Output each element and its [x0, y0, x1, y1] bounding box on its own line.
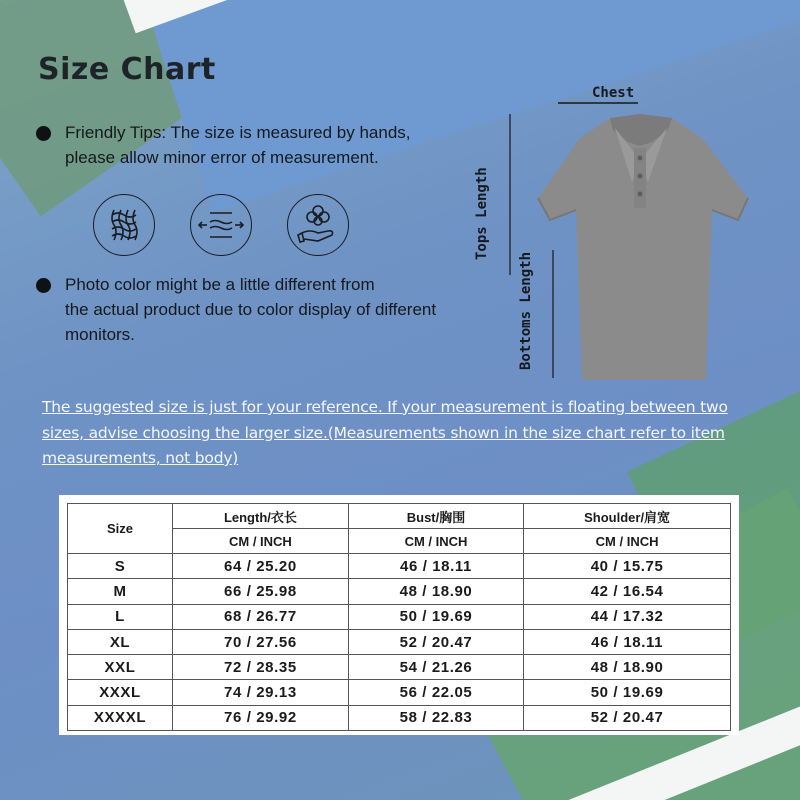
size-table-panel	[59, 495, 739, 735]
bust-cell: 56 / 22.05	[348, 680, 523, 705]
column-header: Bust/胸围	[348, 504, 523, 529]
size-cell: M	[68, 579, 173, 604]
size-table	[67, 503, 731, 731]
unit-header: CM / INCH	[173, 529, 349, 554]
page-title: Size Chart	[38, 52, 216, 87]
bust-cell: 46 / 18.11	[348, 554, 523, 579]
tip-photo-color	[36, 272, 496, 347]
size-suggestion-note: The suggested size is just for your reference. If your measurement is floating between two sizes, advise choosing the larger size.(Measurements shown in the size chart refer to item measurements, not body)	[42, 398, 728, 467]
cotton-soft-hand-icon	[287, 194, 349, 256]
length-cell: 72 / 28.35	[173, 655, 349, 680]
bullet-icon	[36, 278, 51, 293]
size-cell: S	[68, 554, 173, 579]
shoulder-cell: 46 / 18.11	[524, 629, 731, 654]
shoulder-cell: 44 / 17.32	[524, 604, 731, 629]
tip-line: monitors.	[65, 325, 135, 344]
unit-header: CM / INCH	[524, 529, 731, 554]
size-cell: XXL	[68, 655, 173, 680]
table-row	[68, 655, 731, 680]
size-cell: XXXL	[68, 680, 173, 705]
size-cell: XL	[68, 629, 173, 654]
bust-cell: 50 / 19.69	[348, 604, 523, 629]
table-row	[68, 705, 731, 730]
tops-length-label: Tops Length	[474, 167, 490, 260]
shoulder-cell: 52 / 20.47	[524, 705, 731, 730]
length-cell: 76 / 29.92	[173, 705, 349, 730]
size-header: Size	[68, 504, 173, 554]
stretch-fabric-icon	[190, 194, 252, 256]
column-header: Shoulder/肩宽	[524, 504, 731, 529]
measurement-diagram	[474, 80, 780, 390]
length-cell: 66 / 25.98	[173, 579, 349, 604]
bust-cell: 58 / 22.83	[348, 705, 523, 730]
column-header: Length/衣长	[173, 504, 349, 529]
table-row	[68, 604, 731, 629]
table-row	[68, 579, 731, 604]
unit-header: CM / INCH	[348, 529, 523, 554]
table-row	[68, 554, 731, 579]
shoulder-cell: 40 / 15.75	[524, 554, 731, 579]
length-cell: 74 / 29.13	[173, 680, 349, 705]
length-cell: 70 / 27.56	[173, 629, 349, 654]
table-row	[68, 680, 731, 705]
tip-line: Photo color might be a little different from	[65, 275, 375, 294]
bust-cell: 52 / 20.47	[348, 629, 523, 654]
shoulder-cell: 50 / 19.69	[524, 680, 731, 705]
tip-line: the actual product due to color display of different	[65, 300, 437, 319]
size-cell: L	[68, 604, 173, 629]
table-row	[68, 629, 731, 654]
shoulder-cell: 48 / 18.90	[524, 655, 731, 680]
length-cell: 68 / 26.77	[173, 604, 349, 629]
length-cell: 64 / 25.20	[173, 554, 349, 579]
tip-friendly	[36, 120, 466, 170]
chest-label: Chest	[592, 85, 635, 101]
bust-cell: 48 / 18.90	[348, 579, 523, 604]
bottoms-length-label: Bottoms Length	[518, 251, 534, 370]
shoulder-cell: 42 / 16.54	[524, 579, 731, 604]
mesh-fabric-icon	[93, 194, 155, 256]
table-header-row	[68, 504, 731, 529]
bullet-icon	[36, 126, 51, 141]
size-cell: XXXXL	[68, 705, 173, 730]
tip-line: Friendly Tips: The size is measured by hands,	[65, 123, 411, 142]
bust-cell: 54 / 21.26	[348, 655, 523, 680]
tip-line: please allow minor error of measurement.	[65, 148, 379, 167]
